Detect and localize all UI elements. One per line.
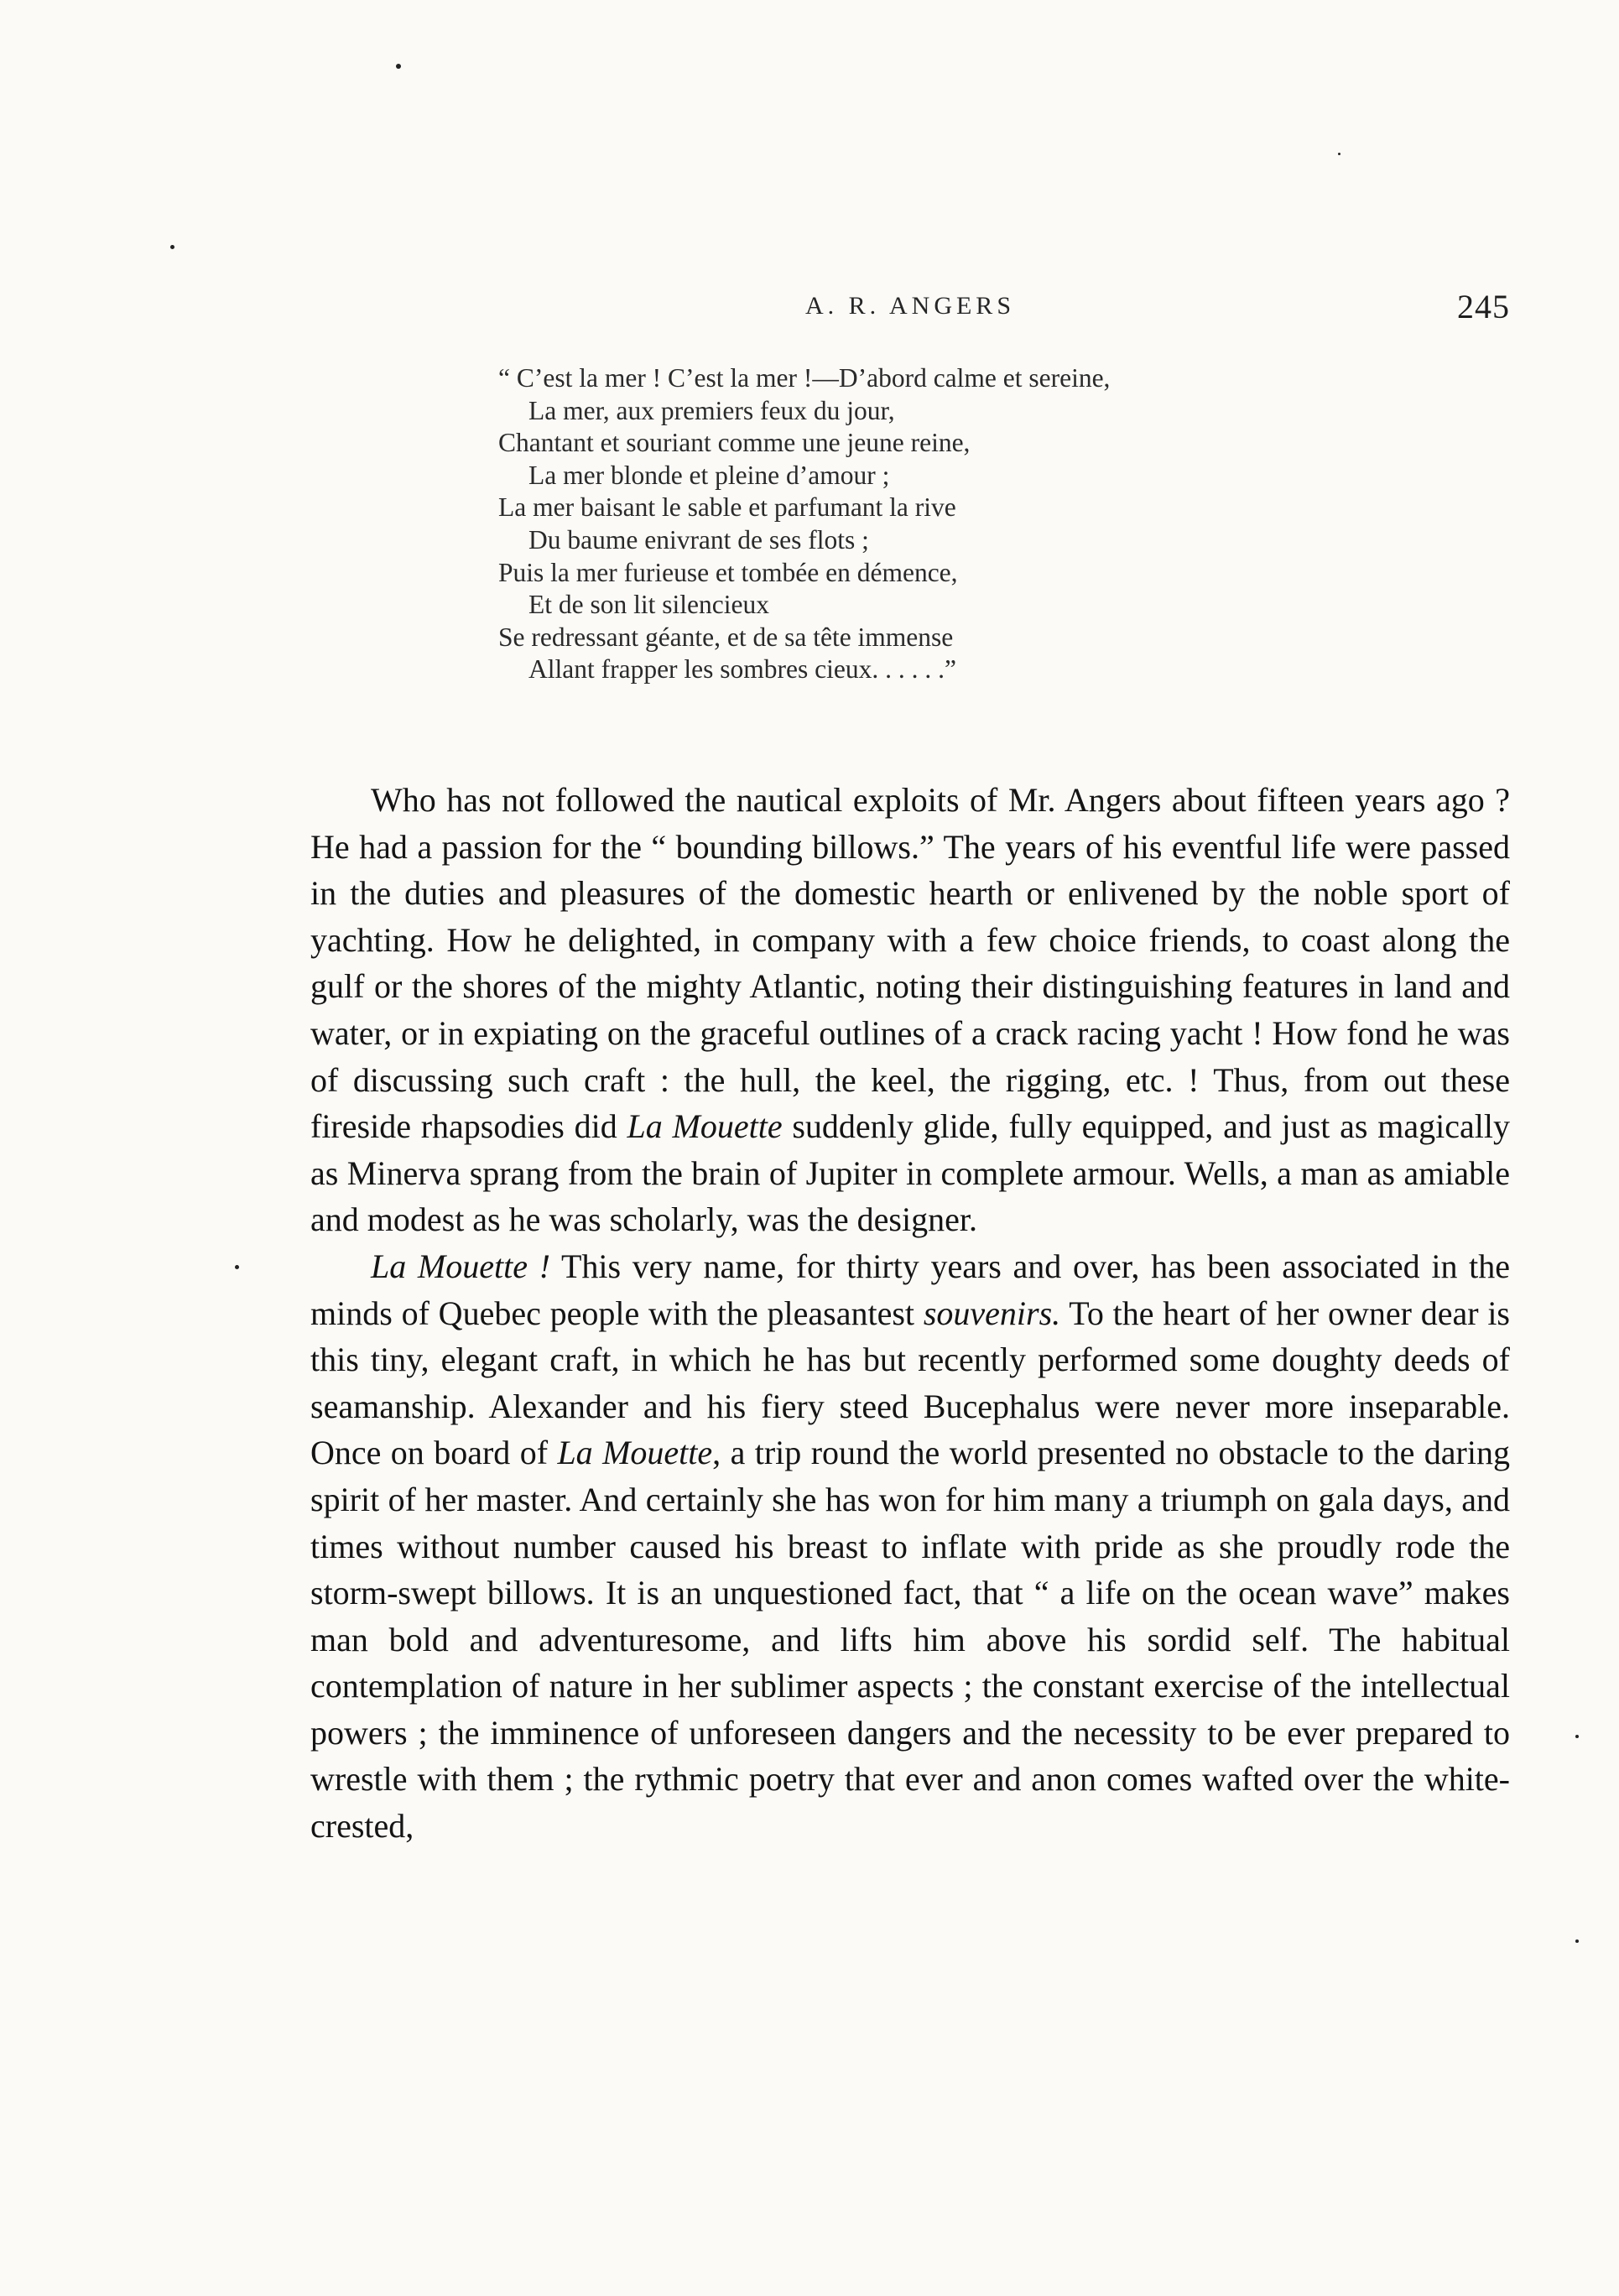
body-text [310, 777, 1510, 1850]
ink-speck [170, 245, 174, 249]
ship-name: La Mouette [557, 1434, 713, 1472]
page-header [310, 288, 1510, 334]
ship-name: La Mouette [627, 1107, 783, 1146]
page-number: 245 [1457, 288, 1510, 325]
poem-line: Du baume enivrant de ses flots ; [528, 524, 869, 554]
poem-stanza [498, 362, 1110, 686]
ink-speck [1575, 1939, 1579, 1943]
paragraph-text: , a trip round the world presented no obstacle to the daring spirit of her master. And certainly she has won for him many a triumph on gala days, and times without number caused his breast to inflate with pride as she proudly rode the storm-swept billows. It is an unquestioned fact, that “ a life on the ocean wave” makes man bold and adventuresome, and lifts him above his sordid self. The habitual contemplation of nature in her sublimer aspects ; the constant exercise of the intellectual powers ; the imminence of unforeseen dangers and the necessity to be ever prepared to wrestle with them ; the rythmic poetry that ever and anon comes wafted over the white-crested, [310, 1434, 1510, 1846]
italic-word: souvenirs. [923, 1294, 1061, 1332]
ship-name: La Mouette ! [371, 1247, 550, 1285]
paragraph-text: This very name, for thirty years and over, has been associated in the minds of Quebec people with the pleasantest [310, 1247, 1510, 1332]
running-head: A. R. ANGERS [804, 292, 1016, 320]
poem-line: Chantant et souriant comme une jeune reine, [498, 428, 971, 458]
poem-line: La mer, aux premiers feux du jour, [528, 395, 895, 425]
ink-speck [1338, 153, 1340, 155]
poem-line: “ C’est la mer ! C’est la mer !—D’abord calme et sereine, [498, 363, 1111, 393]
paragraph-text: To the heart of her owner dear is this tiny, elegant craft, in which he has but recently performed some doughty deeds of seamanship. Alexander and his fiery steed Bucephalus were never more inseparable. Once on board of [310, 1294, 1510, 1472]
paragraph [310, 1243, 1510, 1850]
poem-line: Se redressant géante, et de sa tête immense [498, 622, 954, 652]
poem-line: Puis la mer furieuse et tombée en démence, [498, 557, 958, 587]
ink-speck [235, 1265, 239, 1269]
ink-speck [1575, 1735, 1579, 1738]
poem-line: La mer blonde et pleine d’amour ; [528, 460, 890, 490]
paragraph-text: Who has not followed the nautical exploits of Mr. Angers about fifteen years ago ? He had a passion for the “ bounding billows.” The years of his eventful life were passed in the duties and pleasures of the domestic hearth or enlivened by the noble sport of yachting. How he delighted, in company with a few choice friends, to coast along the gulf or the shores of the mighty Atlantic, noting their distinguishing features in land and water, or in expiating on the graceful outlines of a crack racing yacht ! How fond he was of discussing such craft : the hull, the keel, the rigging, etc. ! Thus, from out these fireside rhapsodies did [310, 781, 1510, 1146]
poem-line: La mer baisant le sable et parfumant la rive [498, 492, 956, 523]
paragraph-text: suddenly glide, fully equipped, and just as magically as Minerva sprang from the brain of Jupiter in complete armour. Wells, a man as amiable and modest as he was scholarly, was the designer. [310, 1107, 1510, 1239]
poem-line: Allant frapper les sombres cieux. . . . . .” [528, 654, 956, 685]
poem-line: Et de son lit silencieux [528, 590, 769, 620]
ink-speck [396, 64, 401, 69]
paragraph [310, 777, 1510, 1243]
